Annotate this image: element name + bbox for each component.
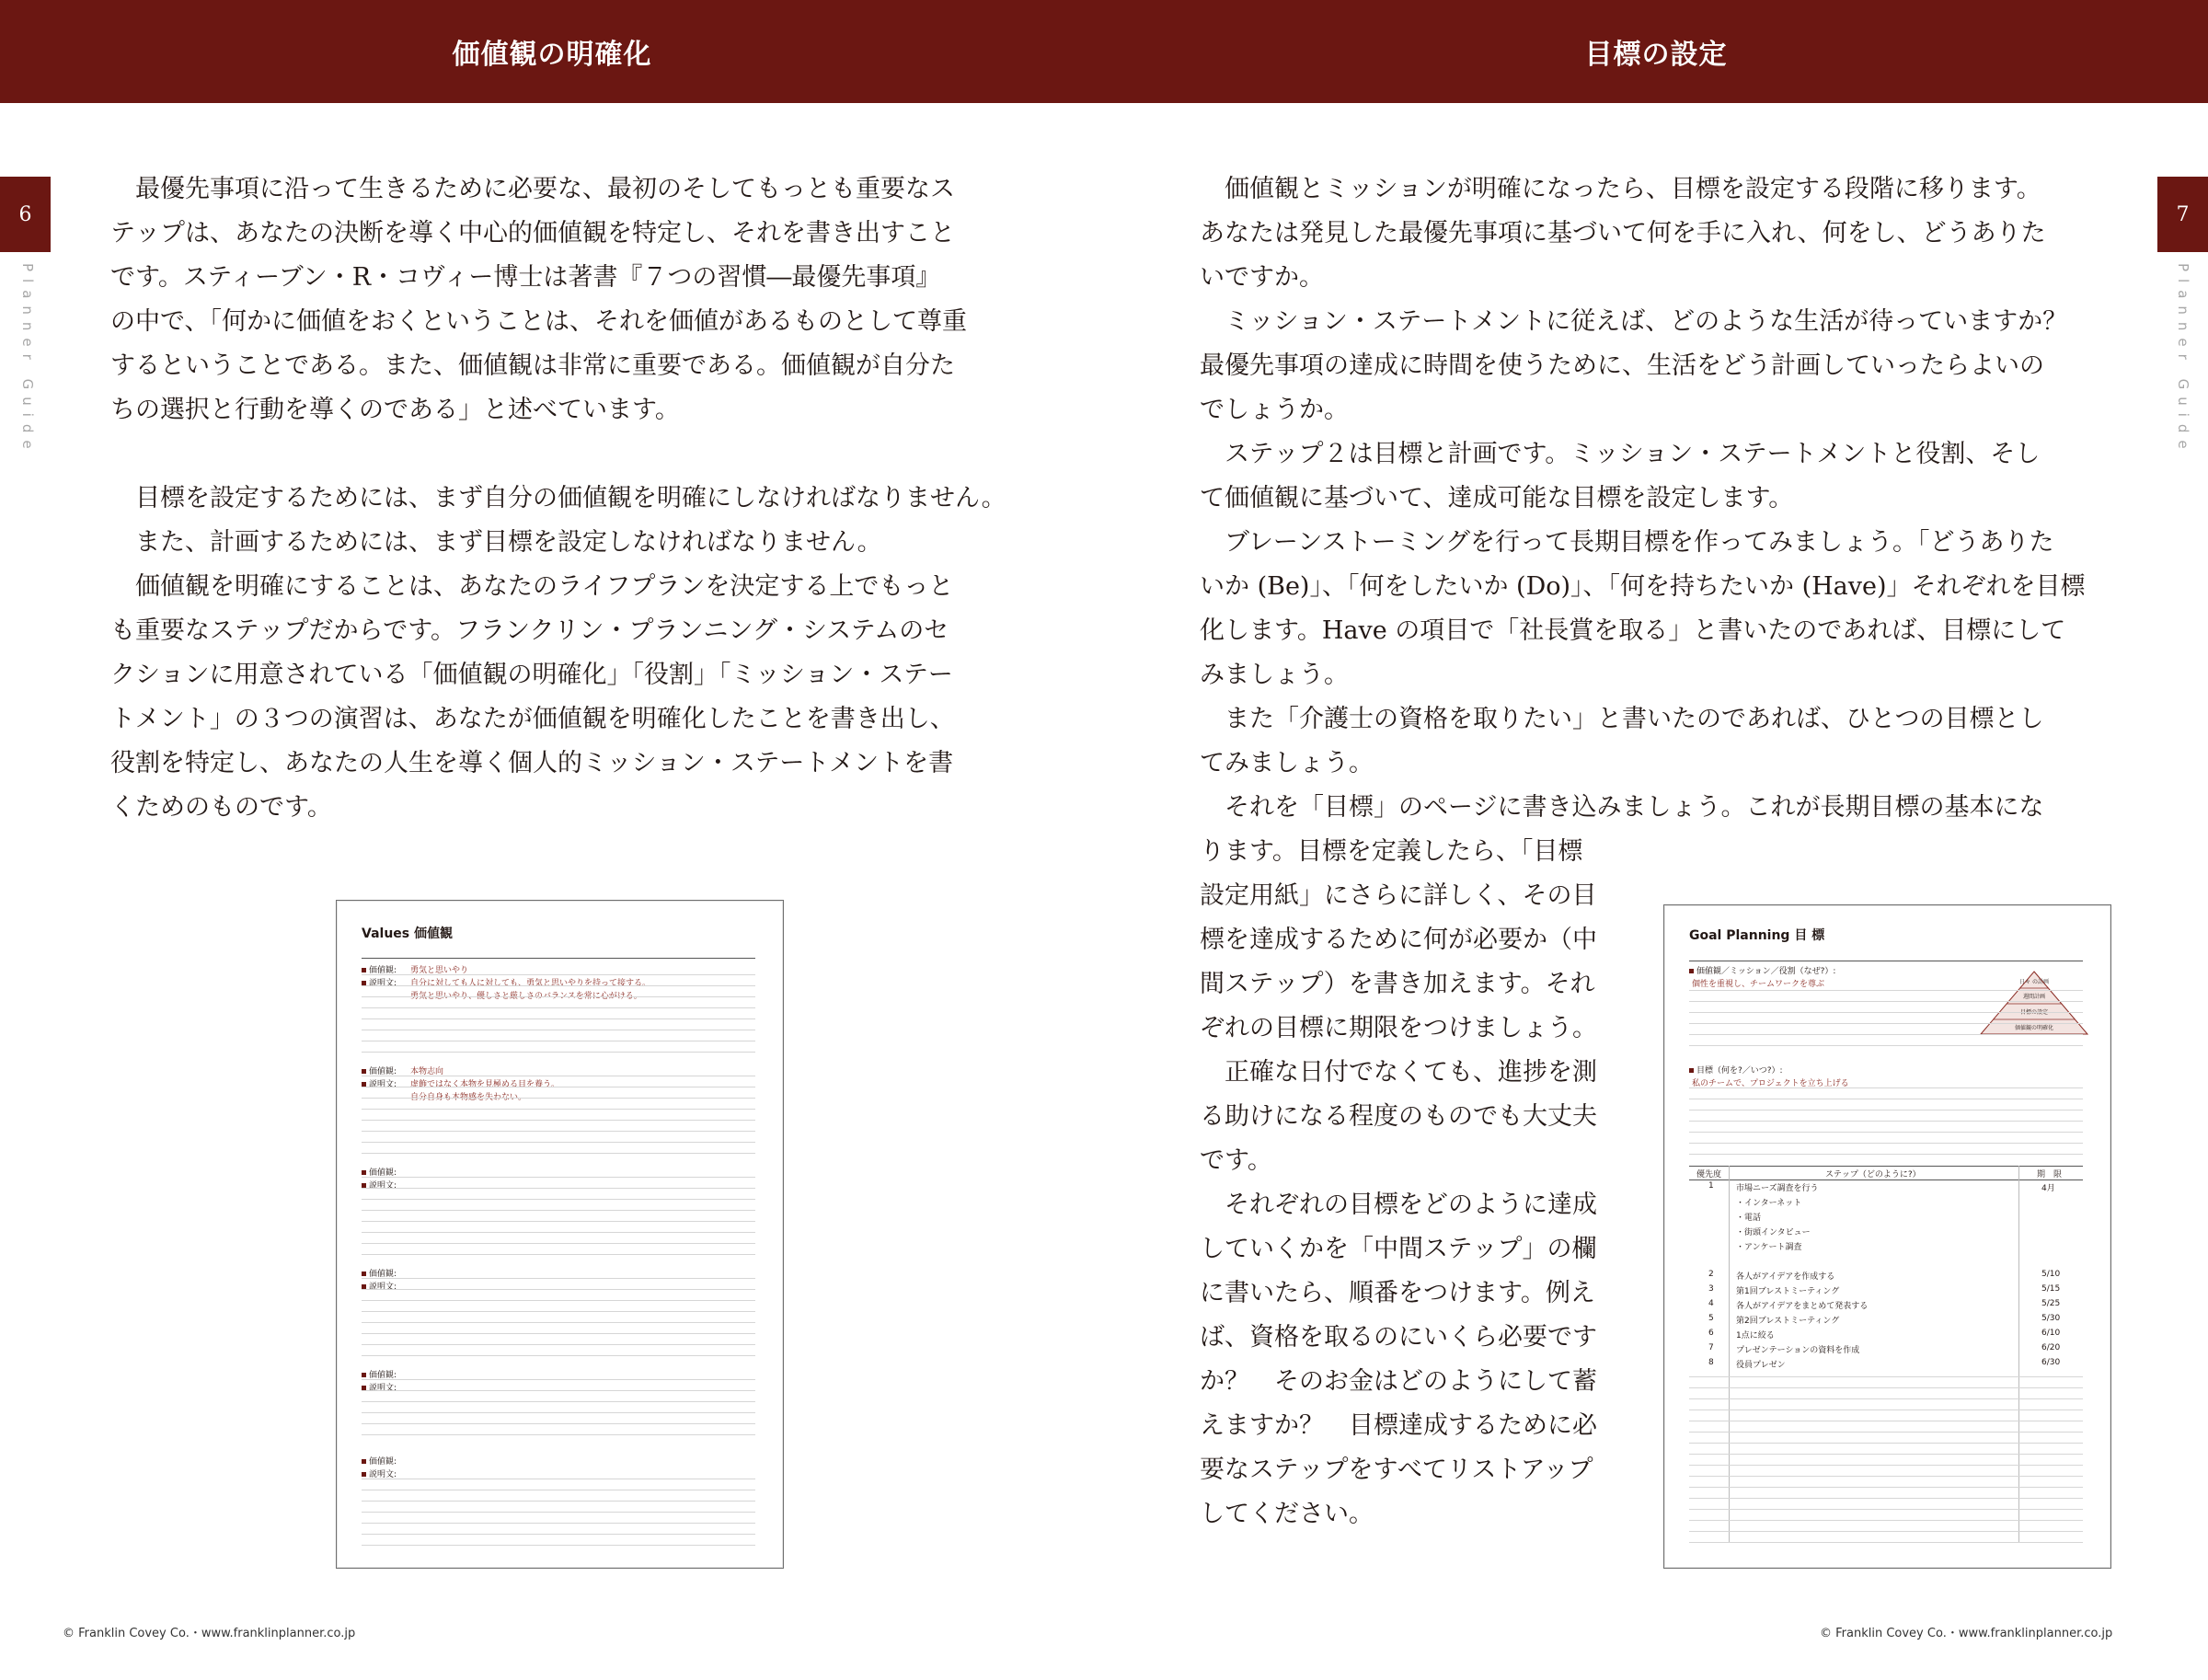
ruled-line bbox=[1689, 1376, 2083, 1377]
ruled-line bbox=[362, 1523, 755, 1524]
step-priority: 1 bbox=[1708, 1181, 1714, 1191]
ruled-line bbox=[362, 1412, 755, 1413]
text-line: 要なステップをすべてリストアップ bbox=[1200, 1456, 1593, 1484]
text-line: 価値観を明確にすることは、あなたのライフプランを決定する上でもっと bbox=[135, 572, 954, 601]
ruled-line bbox=[362, 1379, 755, 1380]
ruled-line bbox=[1689, 1432, 2083, 1433]
text-line: するということである。また、価値観は非常に重要である。価値観が自分た bbox=[110, 351, 955, 380]
ruled-line bbox=[362, 1199, 755, 1200]
step-description: 各人がアイデアをまとめて発表する bbox=[1736, 1302, 1869, 1311]
value-text: 本物志向 bbox=[410, 1067, 444, 1076]
ruled-line bbox=[1689, 1012, 2083, 1013]
text-line: ば、資格を取るのにいくら必要です bbox=[1200, 1323, 1597, 1352]
ruled-line bbox=[1689, 1443, 2083, 1444]
ruled-line bbox=[1689, 1034, 2083, 1035]
step-description: ・街頭インタビュー bbox=[1736, 1228, 1811, 1237]
desc-label: 説明文: bbox=[362, 1077, 397, 1089]
text-line: です。 bbox=[1200, 1146, 1272, 1175]
ruled-line bbox=[1689, 1465, 2083, 1466]
ruled-line bbox=[362, 1131, 755, 1132]
ruled-line bbox=[362, 1401, 755, 1402]
value-label: 価値観: bbox=[362, 1368, 397, 1380]
ruled-line bbox=[362, 1289, 755, 1290]
ruled-line bbox=[1689, 990, 2083, 991]
ruled-line bbox=[362, 996, 755, 997]
right-page-title: 目標の設定 bbox=[1584, 39, 1728, 71]
ruled-line bbox=[362, 1512, 755, 1513]
step-deadline: 6/10 bbox=[2041, 1329, 2061, 1338]
values-mission-text: 個性を重視し、チームワークを尊ぶ bbox=[1692, 980, 1825, 989]
footer-copyright-right: © Franklin Covey Co.・www.franklinplanner.co.jp bbox=[1820, 1627, 2113, 1640]
step-priority: 5 bbox=[1708, 1314, 1714, 1323]
step-deadline: 6/20 bbox=[2041, 1343, 2061, 1352]
ruled-line bbox=[362, 1018, 755, 1019]
col-header-deadline: 期 限 bbox=[2037, 1170, 2063, 1179]
ruled-line bbox=[1689, 1023, 2083, 1024]
text-line: みましょう。 bbox=[1200, 661, 1349, 689]
text-line: クションに用意されている「価値観の明確化」「役割」「ミッション・ステー bbox=[110, 661, 953, 689]
text-line: していくかを「中間ステップ」の欄 bbox=[1200, 1235, 1597, 1263]
text-line: る助けになる程度のものでも大丈夫 bbox=[1200, 1102, 1597, 1131]
ruled-line bbox=[362, 1142, 755, 1143]
ruled-line bbox=[362, 1322, 755, 1323]
ruled-line bbox=[1689, 1498, 2083, 1499]
step-priority: 8 bbox=[1708, 1358, 1714, 1367]
text-line: あなたは発見した最優先事項に基づいて何を手に入れ、何をし、どうありた bbox=[1200, 219, 2046, 247]
step-description: プレゼンテーションの資料を作成 bbox=[1736, 1346, 1860, 1355]
values-mission-label: 価値観／ミッション／役割（なぜ?）: bbox=[1689, 964, 1835, 976]
step-priority: 7 bbox=[1708, 1343, 1714, 1352]
value-label: 価値観: bbox=[362, 1455, 397, 1467]
page-number-tab-left bbox=[0, 177, 51, 252]
ruled-line bbox=[1689, 1121, 2083, 1122]
title-rule bbox=[362, 958, 755, 959]
text-line: ステップ２は目標と計画です。ミッション・ステートメントと役割、そし bbox=[1225, 440, 2041, 468]
text-line: 正確な日付でなくても、進捗を測 bbox=[1225, 1058, 1597, 1087]
page-number-tab-right bbox=[2157, 177, 2208, 252]
text-line: 役割を特定し、あなたの人生を導く個人的ミッション・ステートメントを書 bbox=[110, 749, 954, 777]
text-line: ミッション・ステートメントに従えば、どのような生活が待っていますか？ bbox=[1225, 307, 2068, 336]
goal-text: 私のチームで、プロジェクトを立ち上げる bbox=[1692, 1079, 1849, 1088]
step-description: 1点に絞る bbox=[1736, 1331, 1775, 1341]
text-line: 最優先事項に沿って生きるために必要な、最初のそしてもっとも重要なス bbox=[135, 175, 955, 203]
text-line: いか (Be)」、「何をしたいか (Do)」、「何を持ちたいか (Have)」それぞれを目標 bbox=[1200, 572, 2086, 601]
right-paragraphs-top bbox=[1200, 167, 2086, 830]
desc-label: 説明文: bbox=[362, 1381, 397, 1393]
text-line: て価値観に基づいて、達成可能な目標を設定します。 bbox=[1200, 484, 1794, 512]
ruled-line bbox=[1689, 1398, 2083, 1399]
text-line: てみましょう。 bbox=[1200, 749, 1374, 777]
text-line: です。スティーブン・R・コヴィー博士は著書『７つの習慣―最優先事項』 bbox=[110, 263, 941, 292]
value-label: 価値観: bbox=[362, 1267, 397, 1279]
text-line: ぞれの目標に期限をつけましょう。 bbox=[1200, 1014, 1597, 1042]
ruled-line bbox=[1689, 1476, 2083, 1477]
text-line: くためのものです。 bbox=[110, 793, 332, 822]
desc-text: 勇気と思いやり、優しさと厳しさのバランスを常に心がける。 bbox=[410, 992, 642, 1001]
text-line: ります。目標を定義したら、「目標 bbox=[1200, 837, 1583, 866]
desc-label: 説明文: bbox=[362, 976, 397, 988]
ruled-line bbox=[362, 1109, 755, 1110]
step-priority: 4 bbox=[1708, 1299, 1714, 1308]
pyramid-level-1: 日々 の計画 bbox=[2019, 979, 2049, 985]
desc-label: 説明文: bbox=[362, 1467, 397, 1479]
ruled-line bbox=[1689, 1509, 2083, 1510]
text-line: 間ステップ）を書き加えます。それ bbox=[1200, 970, 1595, 998]
left-page-header bbox=[0, 0, 1104, 103]
text-line: いですか。 bbox=[1200, 263, 1324, 292]
step-description: ・電話 bbox=[1736, 1214, 1762, 1223]
planning-pyramid-icon bbox=[1979, 970, 2089, 1036]
ruled-line bbox=[362, 1423, 755, 1424]
step-description: ・アンケート調査 bbox=[1736, 1243, 1802, 1252]
page-number-left: 6 bbox=[18, 202, 32, 226]
ruled-line bbox=[362, 1355, 755, 1356]
text-line: それぞれの目標をどのように達成 bbox=[1225, 1191, 1597, 1219]
value-label: 価値観: bbox=[362, 963, 397, 975]
text-line: 目標を設定するためには、まず自分の価値観を明確にしなければなりません。 bbox=[135, 484, 1006, 512]
step-description: 各人がアイデアを作成する bbox=[1736, 1272, 1835, 1282]
ruled-line bbox=[362, 1188, 755, 1189]
text-line: えますか？ 目標達成するために必 bbox=[1200, 1411, 1597, 1440]
ruled-line bbox=[362, 1545, 755, 1546]
value-label: 価値観: bbox=[362, 1166, 397, 1178]
ruled-line bbox=[1689, 1531, 2083, 1532]
step-description: 市場ニーズ調査を行う bbox=[1736, 1184, 1819, 1193]
right-paragraphs-narrow bbox=[1200, 830, 1597, 1536]
step-description: 第2回ブレストミーティング bbox=[1736, 1317, 1840, 1326]
text-line: また「介護士の資格を取りたい」と書いたのであれば、ひとつの目標とし bbox=[1225, 705, 2044, 733]
ruled-line bbox=[1689, 1542, 2083, 1543]
ruled-line bbox=[1689, 1132, 2083, 1133]
ruled-line bbox=[362, 1390, 755, 1391]
text-line: トメント」の３つの演習は、あなたが価値観を明確化したことを書き出し、 bbox=[110, 705, 955, 733]
text-line: テップは、あなたの決断を導く中心的価値観を特定し、それを書き出すこと bbox=[110, 219, 955, 247]
value-label: 価値観: bbox=[362, 1064, 397, 1076]
side-label-right: Planner Guide bbox=[2175, 263, 2191, 456]
text-line: ブレーンストーミングを行って長期目標を作ってみましょう。「どうありた bbox=[1225, 528, 2054, 557]
step-priority: 3 bbox=[1708, 1284, 1714, 1294]
pyramid-level-3: 目標の設定 bbox=[2019, 1009, 2049, 1016]
step-deadline: 5/15 bbox=[2041, 1284, 2061, 1294]
step-deadline: 5/10 bbox=[2041, 1270, 2061, 1279]
ruled-line bbox=[362, 985, 755, 986]
text-line: ちの選択と行動を導くのである」と述べています。 bbox=[110, 396, 680, 424]
ruled-line bbox=[362, 1344, 755, 1345]
ruled-line bbox=[362, 974, 755, 975]
text-line: に書いたら、順番をつけます。例え bbox=[1200, 1279, 1595, 1307]
text-line: も重要なステップだからです。フランクリン・プランニング・システムのセ bbox=[110, 616, 949, 645]
ruled-line bbox=[362, 1311, 755, 1312]
col-header-priority: 優先度 bbox=[1696, 1170, 1722, 1179]
step-deadline: 6/30 bbox=[2041, 1358, 2061, 1367]
left-page-title: 価値観の明確化 bbox=[452, 39, 652, 71]
desc-text: 自分自身も本物感を失わない。 bbox=[410, 1093, 527, 1102]
step-deadline: 5/30 bbox=[2041, 1314, 2061, 1323]
text-line: 標を達成するために何が必要か（中 bbox=[1200, 926, 1597, 954]
ruled-line bbox=[1689, 1387, 2083, 1388]
ruled-line bbox=[362, 1120, 755, 1121]
ruled-line bbox=[362, 1232, 755, 1233]
text-line: また、計画するためには、まず目標を設定しなければなりません。 bbox=[135, 528, 882, 557]
page-number-right: 7 bbox=[2176, 202, 2190, 226]
desc-text: 虚飾ではなく本物を見極める目を養う。 bbox=[410, 1080, 560, 1089]
ruled-line bbox=[362, 1254, 755, 1255]
table-header-rule-bottom bbox=[1689, 1179, 2083, 1180]
step-description: ・インターネット bbox=[1736, 1199, 1802, 1208]
step-deadline: 4月 bbox=[2041, 1184, 2055, 1193]
left-paragraph-1 bbox=[110, 167, 967, 432]
goal-sheet-title: Goal Planning 目 標 bbox=[1689, 928, 1825, 943]
text-line: 化します。Have の項目で「社長賞を取る」と書いたのであれば、目標にして bbox=[1200, 616, 2066, 645]
ruled-line bbox=[362, 1243, 755, 1244]
goal-planning-worksheet bbox=[1663, 904, 2111, 1569]
ruled-line bbox=[362, 1007, 755, 1008]
ruled-line bbox=[1689, 1045, 2083, 1046]
ruled-line bbox=[362, 1177, 755, 1178]
values-sheet-title: Values 価値観 bbox=[362, 926, 453, 941]
text-line: か？ そのお金はどのようにして蓄 bbox=[1200, 1367, 1597, 1396]
values-worksheet bbox=[336, 900, 784, 1569]
ruled-line bbox=[1689, 1001, 2083, 1002]
ruled-line bbox=[362, 1434, 755, 1435]
ruled-line bbox=[362, 1052, 755, 1053]
desc-label: 説明文: bbox=[362, 1179, 397, 1191]
step-description: 役員プレゼン bbox=[1736, 1361, 1786, 1370]
value-text: 勇気と思いやり bbox=[410, 966, 469, 975]
text-line: の中で、「何かに価値をおくということは、それを価値があるものとして尊重 bbox=[110, 307, 967, 336]
ruled-line bbox=[1689, 1143, 2083, 1144]
text-line: 最優先事項の達成に時間を使うために、生活をどう計画していったらよいの bbox=[1200, 351, 2044, 380]
ruled-line bbox=[362, 1534, 755, 1535]
left-paragraph-2 bbox=[110, 477, 1006, 830]
ruled-line bbox=[362, 1153, 755, 1154]
ruled-line bbox=[362, 1278, 755, 1279]
ruled-line bbox=[1689, 1154, 2083, 1155]
col-header-step: ステップ（どのように?） bbox=[1825, 1170, 1921, 1179]
text-line: それを「目標」のページに書き込みましょう。これが長期目標の基本にな bbox=[1225, 793, 2044, 822]
step-priority: 2 bbox=[1708, 1270, 1714, 1279]
ruled-line bbox=[362, 1300, 755, 1301]
ruled-line bbox=[1689, 1454, 2083, 1455]
step-deadline: 5/25 bbox=[2041, 1299, 2061, 1308]
ruled-line bbox=[362, 1501, 755, 1502]
right-page-header bbox=[1104, 0, 2208, 103]
ruled-line bbox=[362, 1210, 755, 1211]
text-line: 価値観とミッションが明確になったら、目標を設定する段階に移ります。 bbox=[1225, 175, 2041, 203]
text-line: 設定用紙」にさらに詳しく、その目 bbox=[1200, 881, 1597, 910]
pyramid-level-4: 価値観の明確化 bbox=[2014, 1025, 2054, 1031]
text-line: でしょうか。 bbox=[1200, 396, 1349, 424]
goal-label: 目標（何を?／いつ?）: bbox=[1689, 1064, 1783, 1076]
pyramid-level-2: 週間計画 bbox=[2022, 994, 2046, 1000]
desc-label: 説明文: bbox=[362, 1280, 397, 1292]
text-line: してください。 bbox=[1200, 1500, 1374, 1528]
side-label-left: Planner Guide bbox=[19, 263, 36, 456]
ruled-line bbox=[362, 1221, 755, 1222]
step-description: 第1回ブレストミーティング bbox=[1736, 1287, 1840, 1296]
ruled-line bbox=[362, 1098, 755, 1099]
table-header-rule bbox=[1689, 1166, 2083, 1167]
ruled-line bbox=[1689, 1087, 2083, 1088]
ruled-line bbox=[362, 1333, 755, 1334]
ruled-line bbox=[1689, 1520, 2083, 1521]
footer-copyright-left: © Franklin Covey Co.・www.franklinplanner.co.jp bbox=[63, 1627, 356, 1640]
step-priority: 6 bbox=[1708, 1329, 1714, 1338]
desc-text: 自分に対しても人に対しても、勇気と思いやりを持って接する。 bbox=[410, 979, 651, 988]
ruled-line bbox=[1689, 1487, 2083, 1488]
